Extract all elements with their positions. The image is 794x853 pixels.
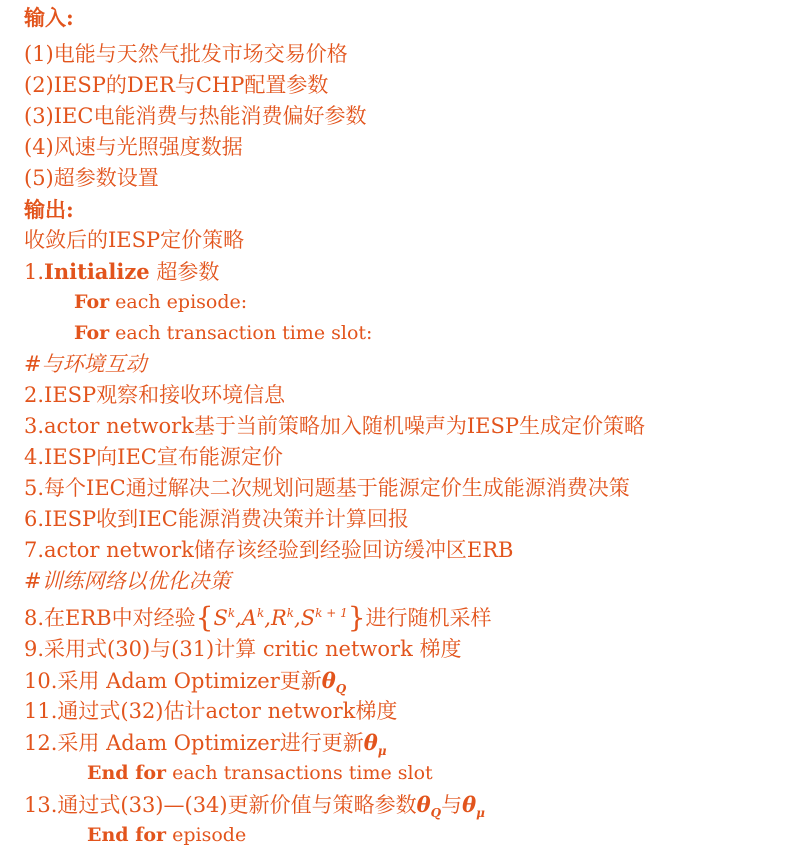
step-1-text: 超参数 xyxy=(149,260,220,284)
input-item-1: (1)电能与天然气批发市场交易价格 xyxy=(24,42,348,66)
superscript-k-plus-1: k + 1 xyxy=(315,606,348,620)
end-for-slot-line xyxy=(87,758,433,789)
theta-q xyxy=(416,792,442,821)
input-item-4: (4)风速与光照强度数据 xyxy=(24,135,243,159)
step-11: 11.通过式(32)估计actor network梯度 xyxy=(24,699,398,723)
step-1-number: 1. xyxy=(24,260,45,284)
theta-mu xyxy=(462,792,485,821)
step-13-and: 与 xyxy=(441,793,463,817)
symbol-s: S xyxy=(213,606,228,630)
step-8-suffix: 进行随机采样 xyxy=(365,606,492,630)
step-2: 2.IESP观察和接收环境信息 xyxy=(24,383,286,407)
subscript-mu: μ xyxy=(476,806,485,821)
step-4: 4.IESP向IEC宣布能源定价 xyxy=(24,445,283,469)
experience-tuple xyxy=(195,601,366,634)
input-item-5: (5)超参数设置 xyxy=(24,166,159,190)
symbol-r: R xyxy=(270,606,287,630)
superscript-k: k xyxy=(286,606,295,620)
for-slot-text: each transaction time slot: xyxy=(109,322,373,344)
output-text: 收敛后的IESP定价策略 xyxy=(24,228,245,252)
symbol-a: A xyxy=(241,606,257,630)
output-heading: 输出: xyxy=(24,197,74,222)
initialize-keyword: Initialize xyxy=(44,259,150,284)
for-slot-line xyxy=(74,318,372,349)
end-for-slot-text: each transactions time slot xyxy=(166,762,433,784)
for-episode-line xyxy=(74,287,247,318)
close-brace: } xyxy=(347,601,366,634)
theta-mu xyxy=(363,730,387,759)
subscript-mu: μ xyxy=(377,744,387,759)
step-8 xyxy=(24,598,492,634)
end-for-keyword: End for xyxy=(87,762,167,784)
input-item-3: (3)IEC电能消费与热能消费偏好参数 xyxy=(24,104,367,128)
superscript-k: k xyxy=(256,606,265,620)
comment-interact: #与环境互动 xyxy=(24,352,147,376)
end-for-episode-line xyxy=(87,820,246,851)
for-keyword: For xyxy=(74,322,110,344)
end-for-keyword: End for xyxy=(87,824,167,846)
for-episode-text: each episode: xyxy=(109,291,248,313)
step-1 xyxy=(24,256,219,288)
end-for-episode-text: episode xyxy=(166,824,247,846)
comma: , xyxy=(294,606,301,630)
step-5: 5.每个IEC通过解决二次规划问题基于能源定价生成能源消费决策 xyxy=(24,476,630,500)
step-13-text: 13.通过式(33)—(34)更新价值与策略参数 xyxy=(24,793,417,817)
theta-symbol: θ xyxy=(416,792,431,817)
theta-q xyxy=(321,668,347,697)
input-item-2: (2)IESP的DER与CHP配置参数 xyxy=(24,73,329,97)
step-12-text: 12.采用 Adam Optimizer进行更新 xyxy=(24,731,364,755)
comment-train: #训练网络以优化决策 xyxy=(24,569,231,593)
theta-symbol: θ xyxy=(321,668,336,693)
step-9: 9.采用式(30)与(31)计算 critic network 梯度 xyxy=(24,637,462,661)
theta-symbol: θ xyxy=(363,730,378,755)
superscript-k: k xyxy=(227,606,236,620)
for-keyword: For xyxy=(74,291,110,313)
step-10-text: 10.采用 Adam Optimizer更新 xyxy=(24,669,322,693)
step-7: 7.actor network储存该经验到经验回访缓冲区ERB xyxy=(24,538,514,562)
open-brace: { xyxy=(195,601,214,634)
input-heading: 输入: xyxy=(24,5,74,30)
step-3: 3.actor network基于当前策略加入随机噪声为IESP生成定价策略 xyxy=(24,414,646,438)
comma: , xyxy=(235,606,242,630)
step-6: 6.IESP收到IEC能源消费决策并计算回报 xyxy=(24,507,409,531)
theta-symbol: θ xyxy=(462,792,477,817)
step-8-prefix: 8.在ERB中对经验 xyxy=(24,606,196,630)
subscript-q: Q xyxy=(430,806,442,821)
subscript-q: Q xyxy=(335,682,347,697)
symbol-s: S xyxy=(300,606,316,630)
comma: , xyxy=(264,606,271,630)
